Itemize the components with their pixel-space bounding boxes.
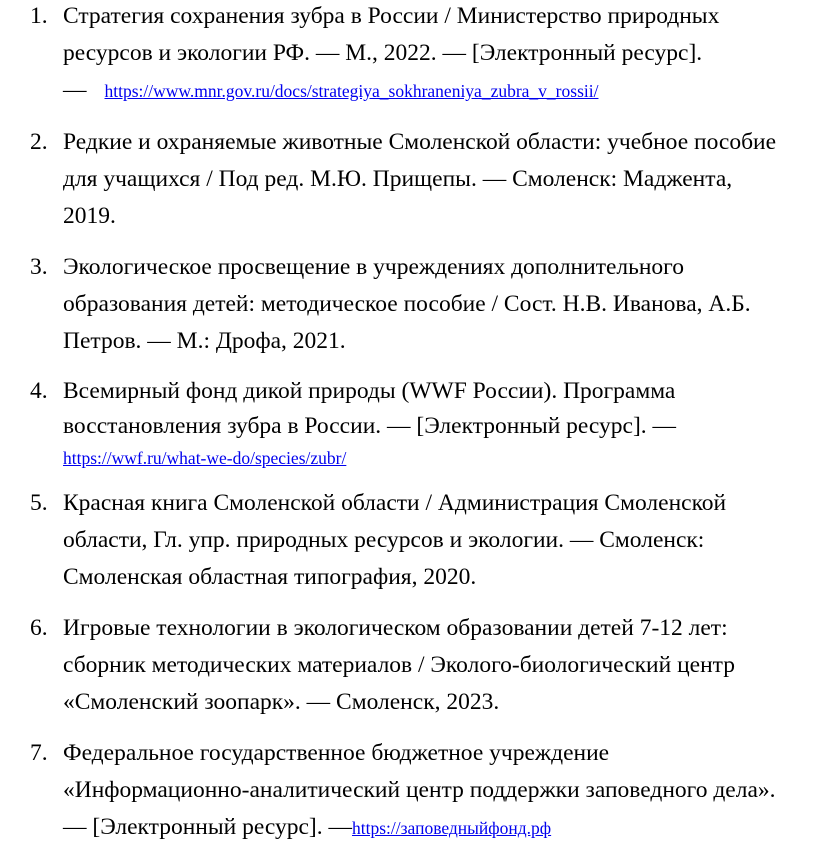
reference-text: Всемирный фонд дикой природы (WWF России). Программа [63, 378, 676, 404]
item-number: 2. [30, 129, 48, 155]
reference-item [0, 485, 816, 596]
reference-text: Петров. — М.: Дрофа, 2021. [63, 328, 346, 354]
reference-text: Федеральное государственное бюджетное учреждение [63, 740, 610, 766]
reference-item [0, 0, 816, 110]
reference-item [0, 374, 816, 471]
item-number: 6. [30, 615, 48, 641]
reference-link[interactable]: https://www.mnr.gov.ru/docs/strategiya_sokhraneniya_zubra_v_rossii/ [104, 81, 599, 101]
reference-text: Экологическое просвещение в учреждениях дополнительного [63, 254, 684, 280]
dash: — [63, 77, 87, 103]
reference-link[interactable]: https://wwf.ru/what-we-do/species/zubr/ [63, 448, 347, 468]
item-number: 5. [30, 490, 48, 516]
reference-text: — [Электронный ресурс]. — [63, 814, 353, 840]
reference-text: Игровые технологии в экологическом образовании детей 7-12 лет: [63, 615, 728, 641]
reference-text: Красная книга Смоленской области / Администрация Смоленской [63, 490, 727, 516]
reference-text: 2019. [63, 203, 116, 229]
reference-text: образования детей: методическое пособие / Сост. Н.В. Иванова, А.Б. [63, 291, 751, 317]
reference-item [0, 610, 816, 721]
item-number: 7. [30, 740, 48, 766]
reference-item [0, 124, 816, 235]
reference-item [0, 249, 816, 360]
reference-item [0, 735, 816, 847]
reference-text: Смоленская областная типография, 2020. [63, 564, 477, 590]
reference-text: ресурсов и экологии РФ. — М., 2022. — [Электронный ресурс]. [63, 40, 703, 66]
reference-text: восстановления зубра в России. — [Электронный ресурс]. — [63, 413, 677, 439]
reference-text: области, Гл. упр. природных ресурсов и экологии. — Смоленск: [63, 527, 705, 553]
item-number: 1. [30, 3, 48, 29]
reference-text: для учащихся / Под ред. М.Ю. Прищепы. — Смоленск: Маджента, [63, 166, 733, 192]
reference-link[interactable]: https://заповедныйфонд.рф [352, 818, 552, 838]
reference-text: «Смоленский зоопарк». — Смоленск, 2023. [63, 689, 500, 715]
reference-text: «Информационно-аналитический центр поддержки заповедного дела». [63, 777, 776, 803]
item-number: 3. [30, 254, 48, 280]
reference-text: Редкие и охраняемые животные Смоленской области: учебное пособие [63, 129, 777, 155]
reference-text: Стратегия сохранения зубра в России / Министерство природных [63, 3, 720, 29]
reference-text: сборник методических материалов / Эколого-биологический центр [63, 652, 735, 678]
item-number: 4. [30, 378, 48, 404]
